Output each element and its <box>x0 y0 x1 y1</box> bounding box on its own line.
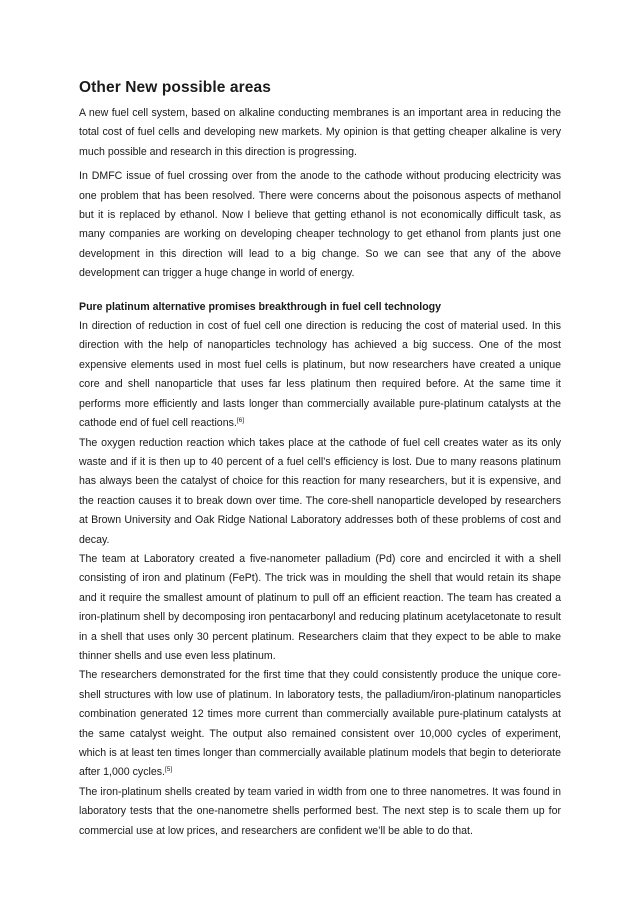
paragraph-shell-width: The iron-platinum shells created by team varied in width from one to three nanometres. It was found in laboratory tests that the one-nanometre shells performed best. The next step is to scale them up for commercial use at low prices, and researchers are confident we’ll be able to do that. <box>79 785 561 837</box>
paragraph-cost-reduction <box>79 317 561 433</box>
reference-marker: [6] <box>236 417 245 425</box>
section-heading-other-areas: Other New possible areas <box>79 79 271 96</box>
paragraph-palladium-core: The team at Laboratory created a five-nanometer palladium (Pd) core and encircled it with a shell consisting of iron and platinum (FePt). The trick was in moulding the shell that would retain its shape and it require the smallest amount of platinum to pull off an efficient reaction. The team has created a iron-platinum shell by decomposing iron pentacarbonyl and reducing platinum acetylacetonate to result in a shell that uses only 30 percent platinum. Researchers claim that they expect to be able to make thinner shells and use even less platinum. <box>79 552 561 662</box>
paragraph-oxygen-reduction: The oxygen reduction reaction which takes place at the cathode of fuel cell creates water as its only waste and if it is then up to 40 percent of a fuel cell’s efficiency is lost. Due to many reasons platinum has always been the catalyst of choice for this reaction for many researchers, but it is expensive, and the reaction causes it to break down over time. The core-shell nanoparticle developed by researchers at Brown University and Oak Ridge National Laboratory addresses both of these problems of cost and decay. <box>79 436 561 546</box>
paragraph-text: In direction of reduction in cost of fuel cell one direction is reducing the cost of material used. In this direction with the help of nanoparticles technology has achieved a big success. One of the most expensive elements used in most fuel cells is platinum, but now researchers have created a unique core and shell nanoparticle that uses far less platinum then required before. At the same time it performs more efficiently and lasts longer than commercially available pure-platinum catalysts at the cathode end of fuel cell reactions. <box>79 320 561 430</box>
reference-marker: [5] <box>164 766 173 774</box>
paragraph-core-shell-results <box>79 666 561 782</box>
section-heading-platinum: Pure platinum alternative promises breakthrough in fuel cell technology <box>79 300 442 313</box>
paragraph-alkaline: A new fuel cell system, based on alkaline conducting membranes is an important area in reducing the total cost of fuel cells and developing new markets. My opinion is that getting cheaper alkaline is very much possible and research in this direction is progressing. <box>79 107 561 158</box>
document-page <box>79 78 561 841</box>
paragraph-dmfc: In DMFC issue of fuel crossing over from the anode to the cathode without producing electricity was one problem that has been resolved. There were concerns about the poisonous aspects of methanol but it is replaced by ethanol. Now I believe that getting ethanol is not economically difficult task, as many companies are working on developing cheaper technology to get ethanol from plants just one development in this direction will lead to a big change. So we can see that any of the above development can trigger a huge change in world of energy. <box>79 170 561 280</box>
paragraph-text: The researchers demonstrated for the first time that they could consistently produce the unique core-shell structures with low use of platinum. In laboratory tests, the palladium/iron-platinum nanoparticles combination generated 12 times more current than commercially available pure-platinum catalysts at the same catalyst weight. The output also remained consistent over 10,000 cycles of experiment, which is at least ten times longer than commercially available platinum models that begin to deteriorate after 1,000 cycles. <box>79 669 561 779</box>
